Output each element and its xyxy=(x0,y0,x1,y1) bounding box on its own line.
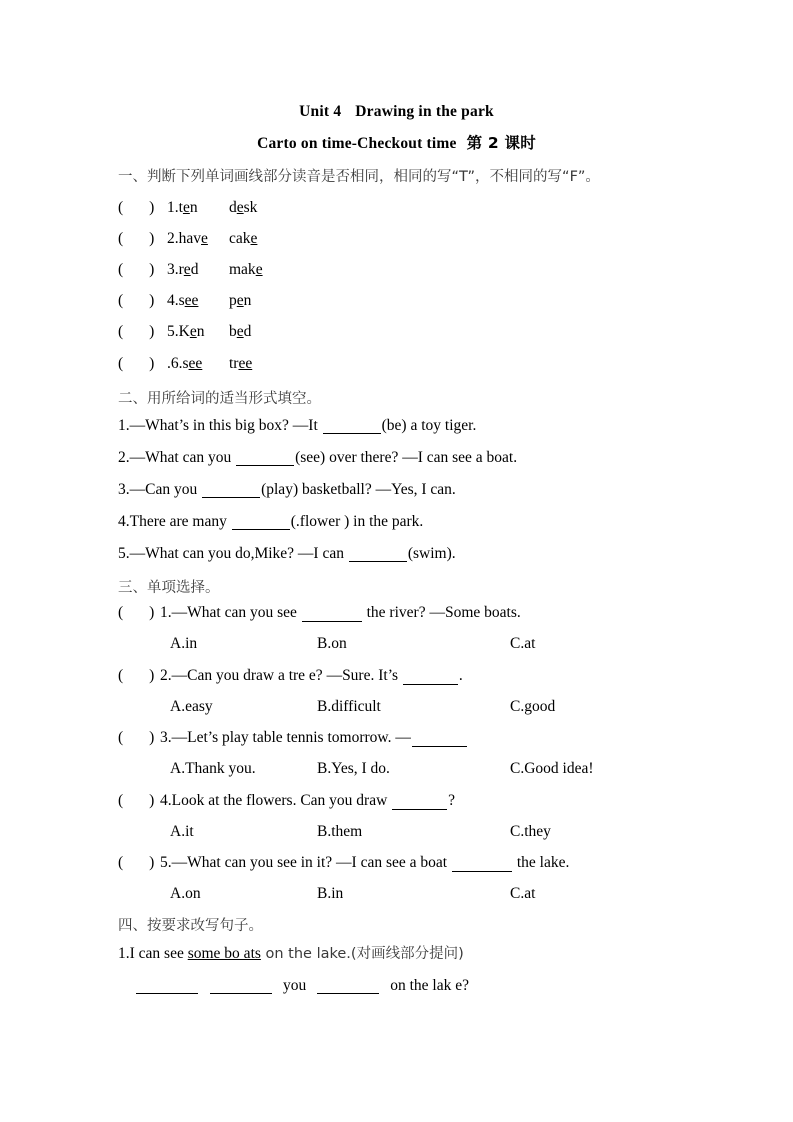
judge-word-b-2: cake xyxy=(229,230,258,247)
fill-row-2-pre: 2.—What can you xyxy=(118,449,236,466)
fill-row-3-pre: 3.—Can you xyxy=(118,481,202,498)
rewrite-row-1 xyxy=(118,946,464,962)
mc-stem-4: 4.Look at the flowers. Can you draw ? xyxy=(160,792,456,809)
section-1-heading: 一、判断下列单词画线部分读音是否相同，相同的写“T”，不相同的写“F”。 xyxy=(118,169,600,185)
mc-blank-2[interactable] xyxy=(403,670,458,685)
rewrite-blank-1[interactable] xyxy=(136,978,198,993)
section-4-heading: 四、按要求改写句子。 xyxy=(118,918,263,934)
fill-row-3 xyxy=(118,482,456,498)
answer-bracket-1[interactable]: ( ) xyxy=(118,199,155,216)
mc-blank-1[interactable] xyxy=(302,607,362,622)
fill-row-5-post: (swim). xyxy=(407,545,456,562)
fill-blank-4[interactable] xyxy=(232,514,290,529)
mc-option-2-a[interactable]: A.easy xyxy=(170,698,213,715)
mc-option-2-b[interactable]: B.difficult xyxy=(317,698,381,715)
rewrite-1-post: on the lake.(对画线部分提问) xyxy=(260,946,464,962)
judge-word-b-4: pen xyxy=(229,292,252,309)
mc-option-5-a[interactable]: A.on xyxy=(170,885,201,902)
mc-answer-bracket-2[interactable]: ( ) xyxy=(118,667,155,684)
fill-blank-5[interactable] xyxy=(349,546,407,561)
judge-word-b-6: tree xyxy=(229,355,253,372)
mc-option-1-b[interactable]: B.on xyxy=(317,635,347,652)
section-3-heading: 三、单项选择。 xyxy=(118,580,220,596)
mc-blank-3[interactable] xyxy=(412,732,467,747)
fill-row-4-post: (.flower ) in the park. xyxy=(290,513,424,530)
mc-option-3-a[interactable]: A.Thank you. xyxy=(170,760,256,777)
fill-blank-3[interactable] xyxy=(202,482,260,497)
answer-bracket-4[interactable]: ( ) xyxy=(118,292,155,309)
mc-option-1-c[interactable]: C.at xyxy=(510,635,536,652)
section-2-heading: 二、用所给词的适当形式填空。 xyxy=(118,391,321,407)
title-unit-name: Drawing in the park xyxy=(355,103,494,120)
judge-word-a-2: 2.have xyxy=(167,230,208,247)
rewrite-1-underlined: some bo ats xyxy=(187,945,261,962)
fill-row-2 xyxy=(118,450,517,466)
fill-row-1-post: (be) a toy tiger. xyxy=(381,417,477,434)
rewrite-answer-mid: you xyxy=(283,977,307,994)
fill-row-5-pre: 5.—What can you do,Mike? —I can xyxy=(118,545,348,562)
judge-word-b-1: desk xyxy=(229,199,258,216)
fill-row-3-post: (play) basketball? —Yes, I can. xyxy=(261,481,456,498)
mc-option-4-b[interactable]: B.them xyxy=(317,823,363,840)
fill-blank-1[interactable] xyxy=(323,418,381,433)
mc-stem-2: 2.—Can you draw a tre e? —Sure. It’s . xyxy=(160,667,463,684)
mc-stem-3: 3.—Let’s play table tennis tomorrow. — xyxy=(160,729,468,747)
rewrite-blank-2[interactable] xyxy=(210,978,272,993)
fill-row-2-post: (see) over there? —I can see a boat. xyxy=(295,449,518,466)
answer-bracket-6[interactable]: ( ) xyxy=(118,355,155,372)
answer-bracket-5[interactable]: ( ) xyxy=(118,323,155,340)
mc-option-3-c[interactable]: C.Good idea! xyxy=(510,760,594,777)
rewrite-answer-end: on the lak e? xyxy=(390,977,470,994)
page-subtitle xyxy=(0,131,793,153)
fill-row-5 xyxy=(118,546,456,562)
judge-word-a-4: 4.see xyxy=(167,292,199,309)
mc-answer-bracket-4[interactable]: ( ) xyxy=(118,792,155,809)
mc-option-3-b[interactable]: B.Yes, I do. xyxy=(317,760,390,777)
mc-option-5-c[interactable]: C.at xyxy=(510,885,536,902)
judge-word-a-6: .6.see xyxy=(167,355,203,372)
rewrite-1-pre: 1.I can see xyxy=(118,945,188,962)
mc-answer-bracket-3[interactable]: ( ) xyxy=(118,729,155,746)
mc-answer-bracket-5[interactable]: ( ) xyxy=(118,854,155,871)
mc-stem-5: 5.—What can you see in it? —I can see a boat the lake. xyxy=(160,854,570,871)
answer-bracket-2[interactable]: ( ) xyxy=(118,230,155,247)
rewrite-answer-row-1 xyxy=(135,978,469,994)
fill-row-1 xyxy=(118,418,476,434)
subtitle-lesson: 第 2 课时 xyxy=(466,134,536,152)
mc-option-1-a[interactable]: A.in xyxy=(170,635,198,652)
fill-row-4 xyxy=(118,514,423,530)
title-unit-number: Unit 4 xyxy=(299,103,342,120)
fill-row-1-pre: 1.—What’s in this big box? —It xyxy=(118,417,322,434)
mc-stem-1: 1.—What can you see the river? —Some boats. xyxy=(160,604,521,621)
mc-option-4-c[interactable]: C.they xyxy=(510,823,551,840)
mc-option-5-b[interactable]: B.in xyxy=(317,885,344,902)
fill-row-4-pre: 4.There are many xyxy=(118,513,231,530)
fill-blank-2[interactable] xyxy=(236,450,294,465)
judge-word-a-5: 5.Ken xyxy=(167,323,205,340)
judge-word-b-3: make xyxy=(229,261,263,278)
rewrite-blank-3[interactable] xyxy=(317,978,379,993)
mc-blank-5[interactable] xyxy=(452,857,512,872)
judge-word-a-1: 1.ten xyxy=(167,199,198,216)
mc-answer-bracket-1[interactable]: ( ) xyxy=(118,604,155,621)
mc-option-2-c[interactable]: C.good xyxy=(510,698,556,715)
answer-bracket-3[interactable]: ( ) xyxy=(118,261,155,278)
judge-word-a-3: 3.red xyxy=(167,261,199,278)
page-title-unit xyxy=(0,103,793,121)
subtitle-english: Carto on time-Checkout time xyxy=(257,135,457,152)
judge-word-b-5: bed xyxy=(229,323,252,340)
mc-blank-4[interactable] xyxy=(392,795,447,810)
mc-option-4-a[interactable]: A.it xyxy=(170,823,194,840)
